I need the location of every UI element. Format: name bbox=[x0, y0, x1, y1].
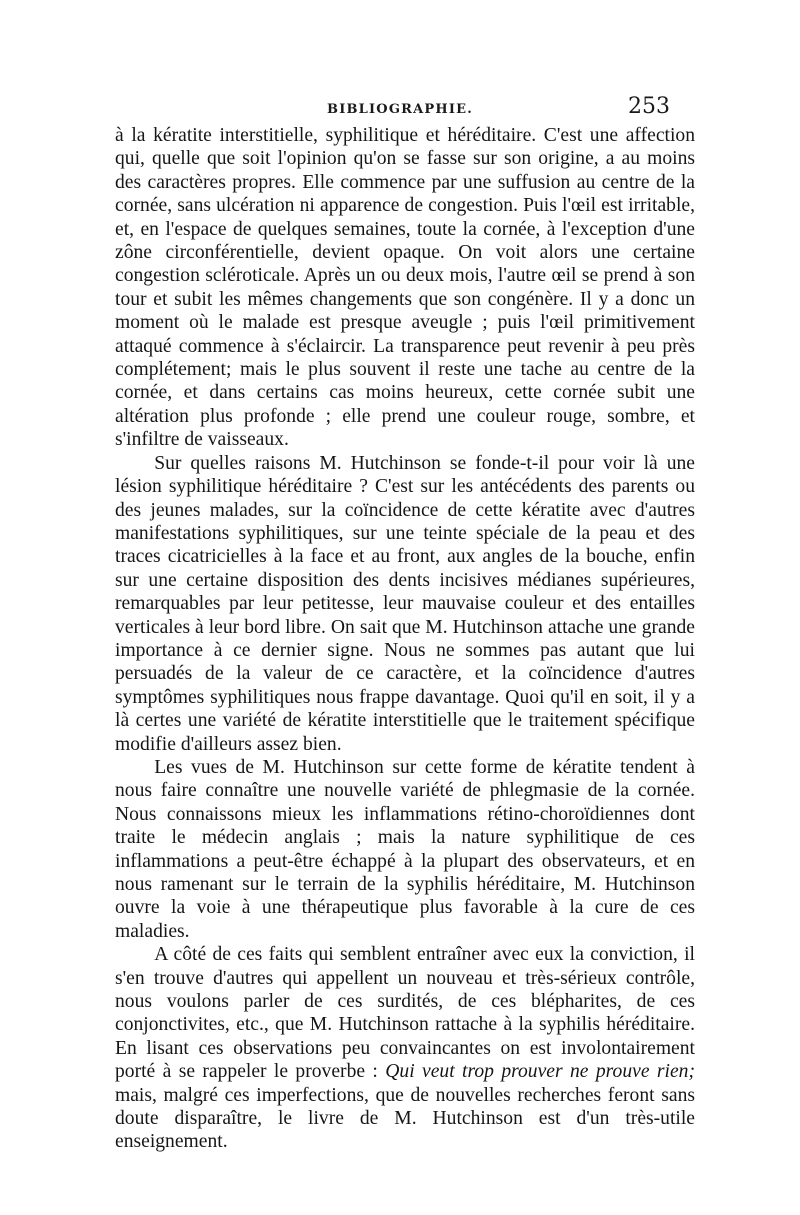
conclusion-text-after: mais, malgré ces imperfections, que de nouvelles recherches feront sans doute disparaître, le livre de M. Hutchinson est d'un très-utile enseignement. bbox=[115, 1084, 695, 1153]
paragraph-hutchinson-reasons: Sur quelles raisons M. Hutchinson se fonde-t-il pour voir là une lésion syphilitique héréditaire ? C'est sur les antécédents des parents ou des jeunes malades, sur la coïncidence de cette kératite avec d'autres manifestations syphilitiques, sur une teinte spéciale de la peau et des traces cicatricielles à la face et au front, aux angles de la bouche, enfin sur une certaine disposition des dents incisives médianes supérieures, remarquables par leur petitesse, leur mauvaise couleur et des entailles verticales à leur bord libre. On sait que M. Hutchinson attache une grande importance à ce dernier signe. Nous ne sommes pas autant que lui persuadés de la valeur de ce caractère, et la coïncidence d'autres symptômes syphilitiques nous frappe davantage. Quoi qu'il en soit, il y a là certes une variété de kératite interstitielle que le traitement spécifique modifie d'ailleurs assez bien. bbox=[115, 452, 695, 755]
paragraph-keratitis-description: à la kératite interstitielle, syphilitique et héréditaire. C'est une affection qui, quelle que soit l'opinion qu'on se fasse sur son origine, a au moins des caractères propres. Elle commence par une suffusion au centre de la cornée, sans ulcération ni apparence de congestion. Puis l'œil est irritable, et, en l'espace de quelques semaines, toute la cornée, à l'exception d'une zône circonférentielle, devient opaque. On voit alors une certaine congestion scléroticale. Après un ou deux mois, l'autre œil se prend à son tour et subit les mêmes changements que son congénère. Il y a donc un moment où le malade est presque aveugle ; puis l'œil primitivement attaqué commence à s'éclaircir. La transparence peut revenir à peu près complétement; mais le plus souvent il reste une tache au centre de la cornée, et dans certains cas moins heureux, cette cornée subit une altération plus profonde ; elle prend une couleur rouge, sombre, et s'infiltre de vaisseaux. bbox=[115, 125, 695, 451]
page-number: 253 bbox=[628, 94, 670, 119]
paragraph-conclusion bbox=[115, 943, 695, 1154]
conclusion-text-before: A côté de ces faits qui semblent entraîner avec eux la conviction, il s'en trouve d'autres qui appellent un nouveau et très-sérieux contrôle, nous voulons parler de ces surdités, de ces blépharites, de ces conjonctivites, etc., que M. Hutchinson rattache à la syphilis héréditaire. En lisant ces observations peu convaincantes on est involontairement porté à se rappeler le proverbe : bbox=[115, 944, 695, 1083]
body-text bbox=[115, 124, 695, 1154]
running-head bbox=[0, 0, 800, 130]
paragraph-hutchinson-views: Les vues de M. Hutchinson sur cette forme de kératite tendent à nous faire connaître une nouvelle variété de phlegmasie de la cornée. Nous connaissons mieux les inflammations rétino-choroïdiennes dont traite le médecin anglais ; mais la nature syphilitique de ces inflammations a peut-être échappé à la plupart des observateurs, et en nous ramenant sur le terrain de la syphilis héréditaire, M. Hutchinson ouvre la voie à une thérapeutique plus favorable à la cure de ces maladies. bbox=[115, 756, 695, 942]
proverb-quote: Qui veut trop prouver ne prouve rien; bbox=[385, 1061, 695, 1083]
running-title: BIBLIOGRAPHIE. bbox=[327, 102, 473, 117]
